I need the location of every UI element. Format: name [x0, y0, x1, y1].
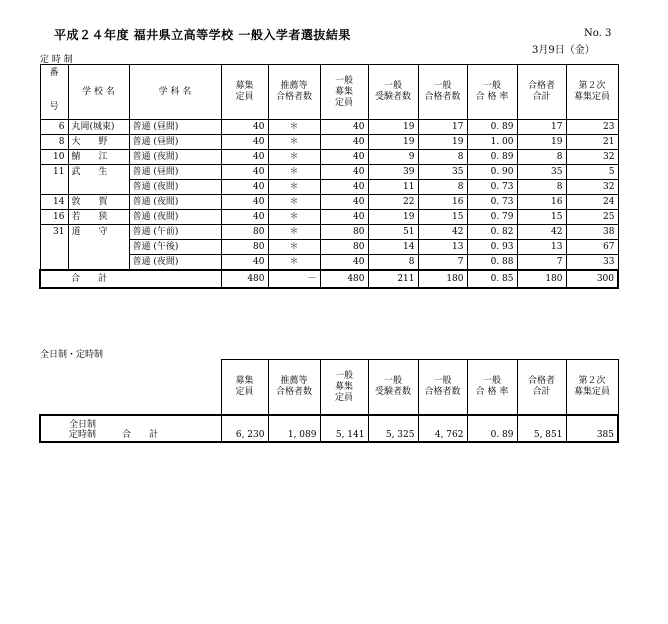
table-cell: 480 — [320, 270, 368, 288]
header-rate — [467, 65, 517, 120]
table-cell: 19 — [418, 135, 467, 150]
table-cell: 募集定員 — [573, 92, 610, 102]
table-cell: ＊ — [268, 210, 320, 225]
table-cell: 募集 — [334, 381, 353, 392]
table-cell: 普通 (昼間) — [129, 165, 221, 180]
table-cell: 80 — [320, 225, 368, 240]
table-cell: 受験者数 — [374, 387, 411, 397]
table-cell: 合 計 — [122, 430, 159, 440]
table-cell: ＊ — [268, 180, 320, 195]
table-cell: 一般 — [334, 370, 353, 381]
table-cell: 合格者数 — [424, 387, 461, 397]
table-cell: 180 — [418, 270, 467, 288]
page-title: 平成２４年度 福井県立高等学校 一般入学者選抜結果 — [54, 28, 351, 42]
table-cell: 8 — [368, 255, 418, 270]
table-cell: 定員 — [235, 387, 254, 397]
table-cell: 1. 00 — [467, 135, 517, 150]
table-cell: 7 — [418, 255, 467, 270]
table-cell: 35 — [418, 165, 467, 180]
table-cell: 一般 — [383, 81, 402, 91]
table-row — [40, 240, 618, 255]
header-no — [40, 65, 68, 120]
table-row — [40, 135, 618, 150]
part-time-results-table — [39, 64, 619, 289]
table-cell: 40 — [320, 195, 368, 210]
table-cell: 募集 — [235, 81, 254, 91]
table-cell: ＊ — [268, 225, 320, 240]
page-number: No. 3 — [584, 28, 612, 39]
table-cell: 211 — [368, 270, 418, 288]
table-cell: 40 — [320, 150, 368, 165]
table-cell: 67 — [566, 240, 618, 255]
table-cell: ＊ — [268, 240, 320, 255]
table-cell: 0. 93 — [467, 240, 517, 255]
table-cell: 300 — [566, 270, 618, 288]
header-capacity — [221, 65, 268, 120]
table-cell: 23 — [566, 120, 618, 135]
table-cell — [40, 255, 68, 270]
table-cell: 19 — [368, 210, 418, 225]
table-cell: 0. 79 — [467, 210, 517, 225]
table-cell: 全日制 — [69, 420, 97, 430]
table-cell: 6, 230 — [221, 415, 268, 442]
combined-results-table — [39, 359, 619, 443]
table-cell: ＊ — [268, 255, 320, 270]
table-cell: 敦 賀 — [68, 195, 129, 210]
table-cell: 480 — [221, 270, 268, 288]
table-cell — [68, 240, 129, 255]
table-cell: 一般 — [482, 81, 501, 91]
table-cell: 16 — [40, 210, 68, 225]
table-cell: ＊ — [268, 120, 320, 135]
table-cell: 33 — [566, 255, 618, 270]
table-cell: 180 — [517, 270, 566, 288]
table-cell: 0. 89 — [467, 120, 517, 135]
table-cell: 16 — [418, 195, 467, 210]
table-cell: 31 — [40, 225, 68, 240]
table-cell: 7 — [517, 255, 566, 270]
table-cell: 32 — [566, 150, 618, 165]
table-cell: 定員 — [334, 392, 353, 403]
table-cell: 大 野 — [68, 135, 129, 150]
table-cell: 普通 (午後) — [129, 240, 221, 255]
table-cell: 一般 — [383, 376, 402, 386]
table-cell: 42 — [517, 225, 566, 240]
table-cell: 14 — [368, 240, 418, 255]
table-cell: 40 — [221, 180, 268, 195]
table-cell: 40 — [221, 210, 268, 225]
table-cell: 8 — [418, 180, 467, 195]
table-cell: 11 — [368, 180, 418, 195]
table-cell: 40 — [221, 135, 268, 150]
table-cell: 一般 — [482, 376, 501, 386]
table-header-row — [40, 65, 618, 120]
table-cell: 普通 (夜間) — [129, 255, 221, 270]
table-cell: 8 — [418, 150, 467, 165]
table-cell: 若 狭 — [68, 210, 129, 225]
table-cell: 一般 — [334, 75, 353, 86]
table-cell — [40, 240, 68, 255]
table-cell: 0. 89 — [467, 150, 517, 165]
table-cell: 21 — [566, 135, 618, 150]
header-second — [566, 65, 618, 120]
table-cell: 一般 — [433, 81, 452, 91]
table-cell: 35 — [517, 165, 566, 180]
table-cell: 6 — [40, 120, 68, 135]
table-cell: 15 — [418, 210, 467, 225]
table-cell: ＊ — [268, 150, 320, 165]
table-cell: 80 — [221, 240, 268, 255]
section-label-part-time: 定 時 制 — [40, 55, 73, 65]
table-cell: 40 — [221, 255, 268, 270]
combined-header-row — [40, 360, 618, 416]
table-cell: 8 — [517, 150, 566, 165]
total-row — [40, 270, 618, 288]
table-cell: 25 — [566, 210, 618, 225]
table-cell: 第２次 — [578, 81, 606, 91]
table-cell: 4, 762 — [418, 415, 467, 442]
table-cell: 40 — [221, 120, 268, 135]
table-cell: 5, 141 — [320, 415, 368, 442]
table-cell: 42 — [418, 225, 467, 240]
total-label: 合 計 — [40, 270, 221, 288]
table-cell: 10 — [40, 150, 68, 165]
table-cell: 合 格 率 — [475, 92, 509, 102]
table-cell: 24 — [566, 195, 618, 210]
grand-total-label — [40, 415, 221, 442]
table-cell: 32 — [566, 180, 618, 195]
table-cell: 5 — [566, 165, 618, 180]
table-cell: 8 — [40, 135, 68, 150]
table-cell: 普通 (夜間) — [129, 195, 221, 210]
table-cell: 15 — [517, 210, 566, 225]
table-row — [40, 165, 618, 180]
table-cell: 普通 (昼間) — [129, 135, 221, 150]
table-cell: 39 — [368, 165, 418, 180]
table-cell: 19 — [517, 135, 566, 150]
section-label-combined: 全日制・定時制 — [40, 350, 104, 360]
table-cell — [68, 180, 129, 195]
table-cell: 40 — [320, 135, 368, 150]
table-cell: 19 — [368, 120, 418, 135]
table-cell: 80 — [221, 225, 268, 240]
table-cell: 受験者数 — [374, 92, 411, 102]
table-row — [40, 225, 618, 240]
table-cell: 合格者 — [527, 81, 555, 91]
table-cell: 40 — [221, 150, 268, 165]
table-cell: 普通 (午前) — [129, 225, 221, 240]
table-cell: 合格者数 — [275, 387, 312, 397]
table-cell: ＊ — [268, 195, 320, 210]
table-cell: 武 生 — [68, 165, 129, 180]
header-total-pass — [517, 65, 566, 120]
table-cell: 募集 — [235, 376, 254, 386]
table-cell: 0. 90 — [467, 165, 517, 180]
announcement-date: 3月9日（金） — [532, 45, 595, 56]
table-cell: 385 — [566, 415, 618, 442]
table-cell: 80 — [320, 240, 368, 255]
table-cell: 定員 — [235, 92, 254, 102]
table-cell: 40 — [221, 195, 268, 210]
header-dept: 学 科 名 — [129, 65, 221, 120]
table-cell: 普通 (夜間) — [129, 180, 221, 195]
header-general-capacity — [320, 65, 368, 120]
table-cell: 51 — [368, 225, 418, 240]
table-row — [40, 195, 618, 210]
header-no-top: 番 — [49, 68, 59, 78]
header-school: 学 校 名 — [68, 65, 129, 120]
table-cell: 19 — [368, 135, 418, 150]
header-examinees — [368, 65, 418, 120]
table-cell: 募集定員 — [573, 387, 610, 397]
table-cell: 17 — [418, 120, 467, 135]
table-row — [40, 150, 618, 165]
table-cell: 丸岡(城東) — [68, 120, 129, 135]
table-cell: 合計 — [532, 387, 551, 397]
table-cell: 0. 85 — [467, 270, 517, 288]
table-cell: 合 格 率 — [475, 387, 509, 397]
header-passers — [418, 65, 467, 120]
table-cell: 0. 73 — [467, 195, 517, 210]
table-cell: 11 — [40, 165, 68, 180]
table-cell: 合格者数 — [275, 92, 312, 102]
table-cell: 合格者 — [527, 376, 555, 386]
table-cell: 普通 (昼間) — [129, 120, 221, 135]
table-cell: 合計 — [532, 92, 551, 102]
table-cell: 13 — [418, 240, 467, 255]
table-cell: 合格者数 — [424, 92, 461, 102]
table-cell — [68, 255, 129, 270]
table-cell: 定員 — [334, 97, 353, 108]
table-cell: 8 — [517, 180, 566, 195]
table-cell: 1, 089 — [268, 415, 320, 442]
table-cell: ＊ — [268, 135, 320, 150]
table-cell: 0. 89 — [467, 415, 517, 442]
table-cell: 40 — [221, 165, 268, 180]
table-cell: 普通 (夜間) — [129, 150, 221, 165]
table-cell: 13 — [517, 240, 566, 255]
table-cell: 一般 — [433, 376, 452, 386]
table-row — [40, 210, 618, 225]
table-cell: 第２次 — [578, 376, 606, 386]
header-recommend — [268, 65, 320, 120]
table-row — [40, 120, 618, 135]
table-cell: 40 — [320, 180, 368, 195]
table-cell: 0. 82 — [467, 225, 517, 240]
table-cell: － — [268, 270, 320, 288]
table-cell: 40 — [320, 255, 368, 270]
table-cell: 鯖 江 — [68, 150, 129, 165]
table-cell: 16 — [517, 195, 566, 210]
table-row — [40, 255, 618, 270]
table-cell: 推薦等 — [280, 81, 308, 91]
table-cell: 定時制 — [69, 430, 97, 440]
table-cell: 38 — [566, 225, 618, 240]
header-no-bottom: 号 — [49, 102, 59, 112]
table-cell: 5, 325 — [368, 415, 418, 442]
table-cell: 普通 (夜間) — [129, 210, 221, 225]
table-cell — [40, 180, 68, 195]
grand-total-row — [40, 415, 618, 442]
table-cell: 道 守 — [68, 225, 129, 240]
table-cell: 推薦等 — [280, 376, 308, 386]
table-cell: 40 — [320, 210, 368, 225]
table-cell: 5, 851 — [517, 415, 566, 442]
table-cell: 22 — [368, 195, 418, 210]
table-row — [40, 180, 618, 195]
table-cell: 9 — [368, 150, 418, 165]
table-cell: ＊ — [268, 165, 320, 180]
table-cell: 募集 — [334, 86, 353, 97]
table-cell: 0. 88 — [467, 255, 517, 270]
table-cell: 17 — [517, 120, 566, 135]
table-cell: 14 — [40, 195, 68, 210]
table-cell: 40 — [320, 120, 368, 135]
table-cell: 0. 73 — [467, 180, 517, 195]
table-cell: 40 — [320, 165, 368, 180]
